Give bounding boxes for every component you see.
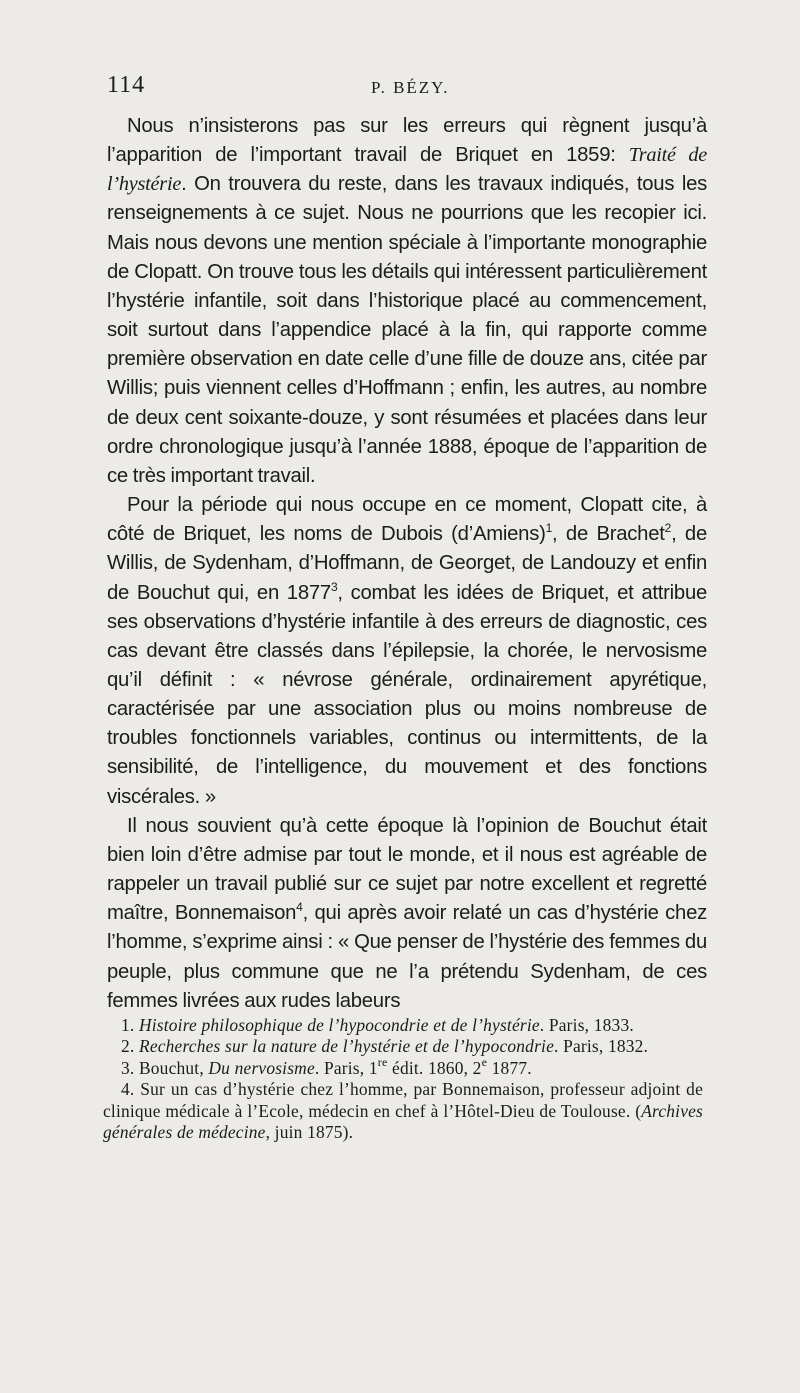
book-title: Traité de l’hystérie xyxy=(107,144,707,196)
footnote-ref-1: 1 xyxy=(545,521,553,536)
footnote-2: 2. Recherches sur la nature de l’hystérie et de l’hypocondrie. Paris, 1832. xyxy=(121,1036,649,1057)
footnote-ref-3: 3 xyxy=(330,579,338,594)
paragraph-2: Pour la période qui nous occupe en ce moment, Clopatt cite, à côté de Briquet, les noms de Dubois (d’Amiens)$^1$, de Brachet$^2$, de Willis, de Sydenham, d’Hoffmann, de Georget, de Landouzy et enfin de Bouchut qui, en 1877$^3$, combat les idées de Briquet, et attribue ses observations d’hystérie infantile à des erreurs de diagnostic, ces cas devant être classés dans l’épilepsie, la chorée, le nervosisme qu’il définit : « névrose générale, ordinairement apyrétique, caractérisée par une association plus ou moins nombreuse de troubles fonctionnels variables, continus ou intermittents, de la sensibilité, de l’intelligence, du mouvement et des fonctions viscérales. » xyxy=(107,494,707,808)
body-text xyxy=(107,112,707,1016)
footnote-4: 4. Sur un cas d’hystérie chez l’homme, par Bonnemaison, professeur adjoint de clinique médicale à l’Ecole, médecin en chef à l’Hôtel-Dieu de Toulouse. (Archives générales de médecine, juin 1875). xyxy=(103,1079,703,1143)
page-header xyxy=(107,72,707,102)
footnote-3: 3. Bouchut, Du nervosisme. Paris, 1re édit. 1860, 2e 1877. xyxy=(121,1054,532,1078)
footnote-ref-4: 4 xyxy=(296,900,303,915)
footnote-ref-2: 2 xyxy=(664,521,672,536)
footnote-1: 1. Histoire philosophique de l’hypocondrie et de l’hystérie. Paris, 1833. xyxy=(121,1015,634,1035)
footnotes xyxy=(103,1015,703,1143)
paragraph-1: Nous n’insisterons pas sur les erreurs qui règnent jusqu’à l’apparition de l’important travail de Briquet en 1859: Traité de l’hystérie. On trouvera du reste, dans les travaux indiqués, tous les renseignements à ce sujet. Nous ne pourrions que les recopier ici. Mais nous devons une mention spéciale à l’importante monographie de Clopatt. On trouve tous les détails qui intéressent particulièrement l’hystérie infantile, soit dans l’historique placé au commencement, soit surtout dans l’appendice placé à la fin, qui rapporte comme première observation en date celle d’une fille de douze ans, citée par Willis; puis viennent celles d’Hoffmann ; enfin, les autres, au nombre de deux cent soixante-douze, y sont résumées et placées dans leur ordre chronologique jusqu’à l’année 1888, époque de l’apparition de ce très important travail. xyxy=(107,115,707,487)
paragraph-3: Il nous souvient qu’à cette époque là l’opinion de Bouchut était bien loin d’être admise par tout le monde, et il nous est agréable de rappeler un travail publié sur ce sujet par notre excellent et regretté maître, Bonnemaison$^4$, qui après avoir relaté un cas d’hystérie chez l’homme, s’exprime ainsi : « Que penser de l’hystérie des femmes du peuple, plus commune que ne l’a prétendu Sydenham, de ces femmes livrées aux rudes labeurs xyxy=(107,814,707,1012)
running-head: P. BÉZY. xyxy=(371,78,450,97)
page-number: 114 xyxy=(107,72,146,98)
